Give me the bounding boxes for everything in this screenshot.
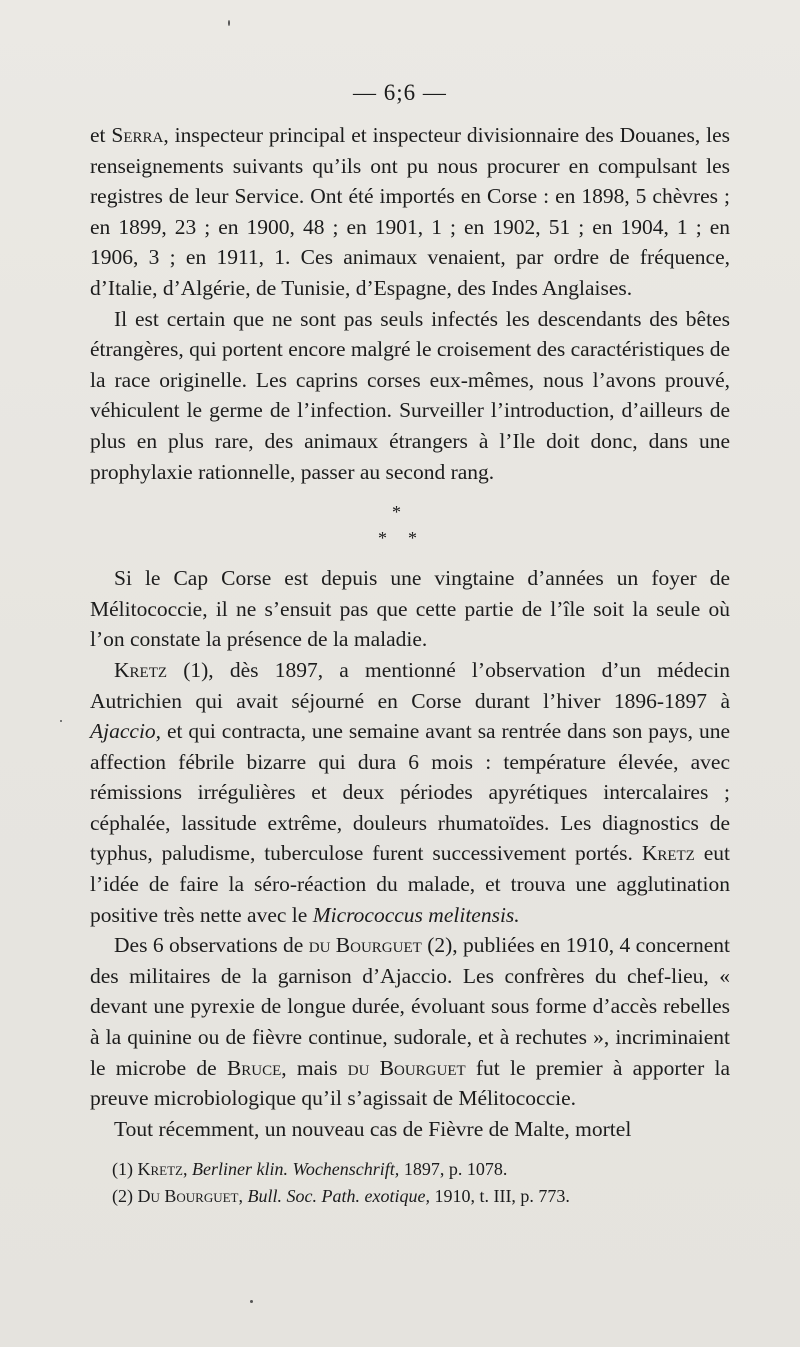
paragraph-1 — [90, 120, 730, 304]
section-asterism — [90, 487, 730, 563]
footnotes — [112, 1156, 732, 1210]
asterism-star: * — [378, 528, 387, 549]
text-run: (1), dès 1897, a mentionné l’observation d’un médecin Autrichien qui avait séjourné en Corse durant l’hiver 1896-1897 à — [90, 657, 730, 713]
text-run: eut l’idée de faire la séro-réaction du malade, et trouva une agglutination positive très nette avec le — [90, 841, 730, 927]
footnote-reference: 1897, p. 1078. — [399, 1159, 508, 1179]
body-text — [90, 120, 730, 1144]
species-name: Micrococcus melitensis. — [312, 902, 520, 927]
footnote-number: (2) — [112, 1186, 138, 1206]
footnote-author: Kretz, — [137, 1159, 188, 1179]
author-name-bruce: Bruce, — [226, 1055, 287, 1080]
footnote-1 — [112, 1156, 732, 1183]
scan-speck — [250, 1300, 253, 1303]
footnote-number: (1) — [112, 1159, 138, 1179]
paragraph-4 — [90, 655, 730, 930]
author-name-du-bourguet: du Bourguet — [308, 933, 422, 958]
asterism-star: * — [392, 502, 401, 523]
text-run: (2), publiées en 1910, 4 concernent des militaires de la garnison d’Ajaccio. Les confrères du chef-lieu, « devant une pyrexie de longue durée, évoluant sous forme d’accès rebelles à la quinine ou de fièvre continue, sudorale, et à rechutes », incriminaient le microbe de — [90, 933, 730, 1080]
paragraph-2: Il est certain que ne sont pas seuls infectés les descendants des bêtes étrangères, qui portent encore malgré le croisement des caractéristiques de la race originelle. Les caprins corses eux-mêmes, nous l’avons prouvé, véhiculent le germe de l’infection. Surveiller l’introduction, d’ailleurs de plus en plus rare, des animaux étrangers à l’Ile doit donc, dans une prophylaxie rationnelle, passer au second rang. — [90, 306, 730, 484]
text-run: inspecteur principal et inspecteur divisionnaire des Douanes, les renseignements suivants qu’ils ont pu nous procurer en compulsant les registres de leur Service. Ont été importés en Corse : en 1898, 5 chèvres ; en 1899, 23 ; en 1900, 48 ; en 1901, 1 ; en 1902, 51 ; en 1904, 1 ; en 1906, 3 ; en 1911, 1. Ces animaux venaient, par ordre de fréquence, d’Italie, d’Algérie, de Tunisie, d’Espagne, des Indes Anglaises. — [90, 123, 730, 300]
footnote-2 — [112, 1183, 732, 1210]
text-run: et qui contracta, une semaine avant sa rentrée dans son pays, une affection fébrile bizarre qui dura 6 mois : température élevée, avec rémissions irrégulières et deux périodes apyrétiques intercalaires ; céphalée, lassitude extrême, douleurs rhumatoïdes. Les diagnostics de typhus, paludisme, tuberculose furent successivement portés. — [90, 719, 730, 866]
footnote-journal: Berliner klin. Wochenschrift, — [192, 1159, 400, 1179]
text-run: fut le premier à apporter la preuve microbiologique qu’il s’agissait de Mélitococcie. — [90, 1055, 730, 1111]
paragraph-6: Tout récemment, un nouveau cas de Fièvre de Malte, mortel — [114, 1116, 632, 1141]
scan-speck — [60, 720, 62, 722]
asterism-star: * — [408, 528, 417, 549]
text-run: et — [90, 123, 112, 147]
text-run: mais — [286, 1055, 348, 1080]
footnote-reference: 1910, t. III, p. 773. — [429, 1186, 570, 1206]
place-name-ajaccio: Ajaccio, — [90, 719, 162, 744]
author-name-serra: Serra, — [111, 123, 169, 147]
author-name-du-bourguet: du Bourguet — [347, 1055, 466, 1080]
text-run: Des 6 observations de — [114, 933, 309, 958]
footnote-author: Du Bourguet, — [137, 1186, 243, 1206]
author-name-kretz: Kretz — [114, 657, 168, 682]
author-name-kretz: Kretz — [641, 841, 695, 866]
paragraph-5 — [90, 930, 730, 1114]
footnote-journal: Bull. Soc. Path. exotique, — [247, 1186, 430, 1206]
page-number: — 6;6 — — [353, 80, 447, 105]
scan-speck — [228, 20, 230, 26]
paragraph-3: Si le Cap Corse est depuis une vingtaine d’années un foyer de Mélitococcie, il ne s’ensuit pas que cette partie de l’île soit la seule où l’on constate la présence de la maladie. — [90, 566, 730, 652]
